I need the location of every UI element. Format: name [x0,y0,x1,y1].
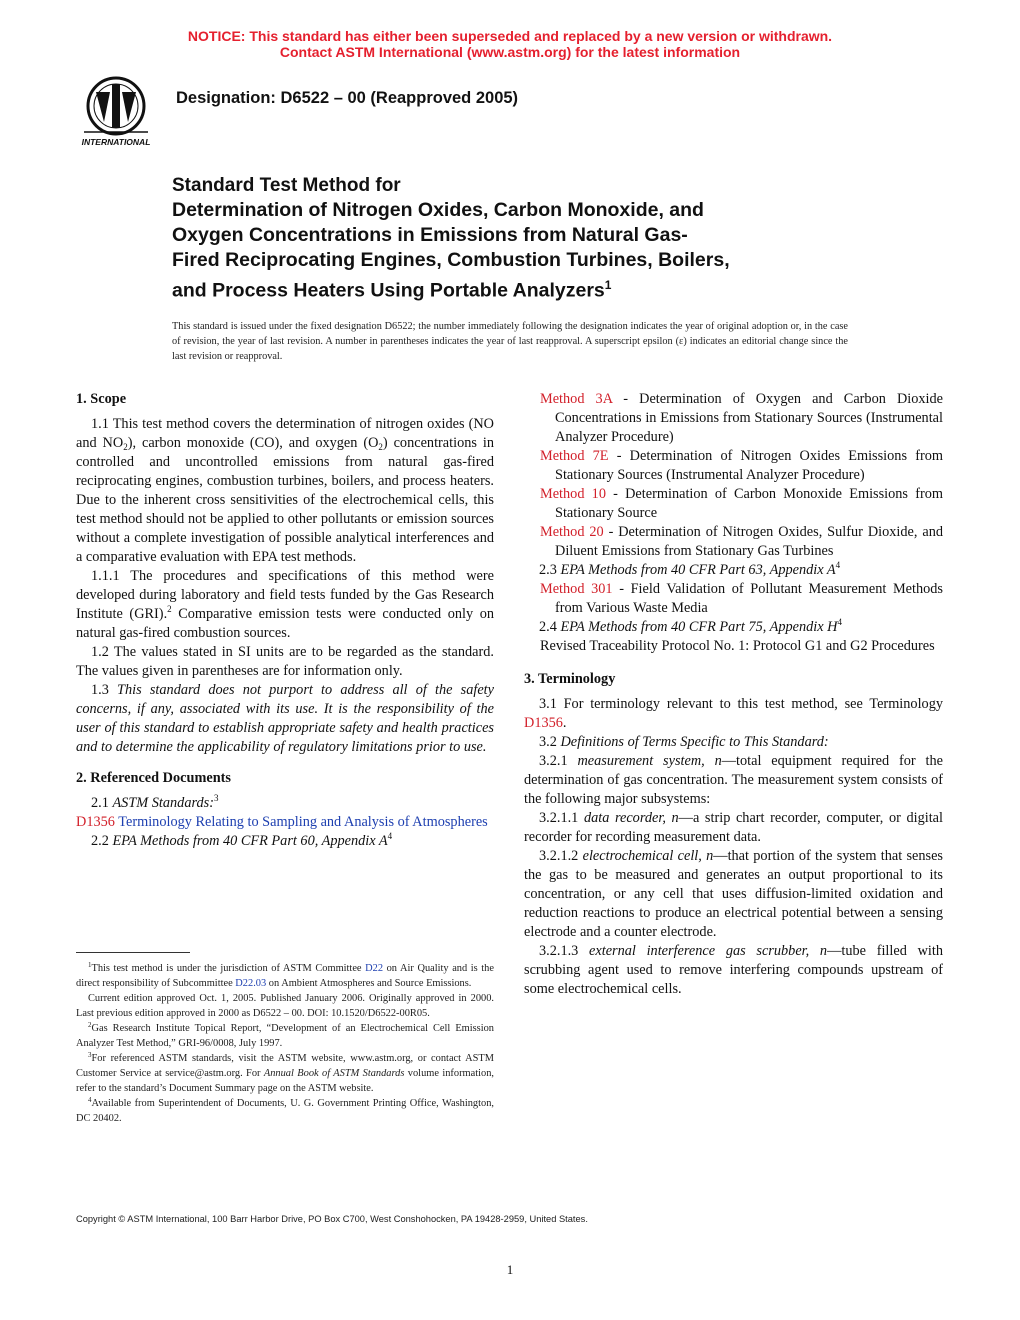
issued-note: This standard is issued under the fixed designation D6522; the number immediately following the designation indicates the year of original adoption or, in the case of revision, the year of last revision. A number in parentheses indicates the year of last reapproval. A superscript epsilon (ε) indicates an editorial change since the last revision or reapproval. [172,321,848,362]
copyright-line: Copyright © ASTM International, 100 Barr Harbor Drive, PO Box C700, West Conshohocken, PA 19428-2959, United States. [76,1214,588,1224]
refdocs-heading: 2. Referenced Documents [76,770,231,786]
para-2-3: 2.3 EPA Methods from 40 CFR Part 63, Appendix $A^4$ [539,560,841,578]
scope-heading: 1. Scope [76,391,127,407]
para-3-2-1: 3.2.1 measurement system, n—total equipment required for the determination of gas concentration. The measurement system consists of the following major subsystems: [524,753,943,807]
para-3-2: 3.2 Definitions of Terms Specific to This Standard: [539,734,829,750]
footnote-4: $^4$Available from Superintendent of Documents, U. G. Government Printing Office, Washington, DC 20402. [76,1096,494,1124]
astm-logo-icon [70,70,162,150]
terminology-heading: 3. Terminology [524,671,616,687]
document-title [172,174,892,304]
para-1-3: 1.3 This standard does not purport to address all of the safety concerns, if any, associated with its use. It is the responsibility of the user of this standard to establish appropriate safety and health practices and to determine the applicability of regulatory limitations prior to use. [76,682,494,755]
para-3-1: 3.1 For terminology relevant to this test method, see Terminology D1356. [524,696,943,731]
notice-line-2: Contact ASTM International (www.astm.org) for the latest information [279,44,741,60]
link-method-301[interactable]: Method 301 [540,581,613,597]
footnote-3: $^3$For referenced ASTM standards, visit the ASTM website, www.astm.org, or contact ASTM Customer Service at service@astm.org. For Annual Book of ASTM Standards volume information, refer to the standard’s Document Summary page on the ASTM website. [76,1051,494,1094]
title-line-3: Oxygen Concentrations in Emissions from Natural Gas- [172,224,688,246]
para-2-1: 2.1 ASTM Standards:$^3$ [91,793,219,811]
footnote-1: $^1$This test method is under the jurisdiction of ASTM Committee D22 on Air Quality and is the direct responsibility of Subcommittee D22.03 on Ambient Atmospheres and Source Emissions. [76,961,494,989]
footnote-1-current-edition: Current edition approved Oct. 1, 2005. Published January 2006. Originally approved in 2000. Last previous edition approved in 2000 as D6522 – 00. DOI: 10.1520/D6522-00R05. [76,993,494,1019]
logo-subtext: INTERNATIONAL [81,137,151,147]
designation: Designation: D6522 – 00 (Reapproved 2005) [176,89,519,107]
footnote-rule [76,952,190,953]
ref-method-20: Method 20 - Determination of Nitrogen Oxides, Sulfur Dioxide, and Diluent Emissions from Stationary Gas Turbines [540,524,943,559]
ref-revised-protocol: Revised Traceability Protocol No. 1: Protocol G1 and G2 Procedures [540,638,935,654]
astm-logo [70,70,162,150]
para-3-2-1-3: 3.2.1.3 external interference gas scrubber, n—tube filled with scrubbing agent used to remove interfering compounds upstream of some electrochemical cells. [524,943,943,997]
link-method-20[interactable]: Method 20 [540,524,604,540]
ref-method-10: Method 10 - Determination of Carbon Monoxide Emissions from Stationary Source [540,486,943,521]
title-line-5: and Process Heaters Using Portable Analyzers [172,279,605,302]
page-number: 1 [506,1262,514,1277]
link-method-3a[interactable]: Method 3A [540,391,613,407]
notice-banner [0,28,1020,60]
para-1-2: 1.2 The values stated in SI units are to be regarded as the standard. The values given in parentheses are for information only. [76,644,494,679]
left-column [76,390,494,851]
link-d1356-terminology[interactable]: D1356 [524,715,563,731]
link-d22[interactable]: D22 [365,963,384,974]
para-2-4: 2.4 EPA Methods from 40 CFR Part 75, Appendix $H^4$ [539,617,843,635]
para-1-1: 1.1 This test method covers the determination of nitrogen oxides (NO and $NO_2$), carbon monoxide (CO), and oxygen $(O_2)$ concentrations in controlled and uncontrolled emissions from natural gas-fired reciprocating engines, combustion turbines, boilers, and process heaters. Due to the inherent cross sensitivities of the electrochemical cells, this test method should not be applied to other pollutants or emission sources without a complete investigation of possible analytical interferences and a comparative evaluation with EPA test methods. [76,416,494,565]
para-3-2-1-1: 3.2.1.1 data recorder, n—a strip chart recorder, computer, or digital recorder for recording measurement data. [524,810,943,845]
ref-method-7e: Method 7E - Determination of Nitrogen Oxides Emissions from Stationary Sources (Instrumental Analyzer Procedure) [540,448,943,483]
title-footnote-mark: 1 [604,278,612,292]
title-line-1: Standard Test Method for [172,175,401,196]
footnote-2: $^2$Gas Research Institute Topical Report, “Development of an Electrochemical Cell Emission Analyzer Test Method,” GRI-96/0008, July 1997. [76,1021,494,1049]
link-d22-03[interactable]: D22.03 [235,978,267,989]
title-line-4: Fired Reciprocating Engines, Combustion Turbines, Boilers, [172,249,730,271]
link-d1356-title[interactable]: Terminology Relating to Sampling and Analysis of Atmospheres [118,814,488,830]
para-2-2: 2.2 EPA Methods from 40 CFR Part 60, Appendix $A^4$ [91,831,393,849]
notice-line-1: NOTICE: This standard has either been superseded and replaced by a new version or withdrawn. [187,28,833,44]
link-d1356[interactable]: D1356 [76,814,115,830]
footnotes [76,961,494,1126]
para-3-2-1-2: 3.2.1.2 electrochemical cell, n—that portion of the system that senses the gas to be measured and generates an output proportional to its concentration, or any cell that uses diffusion-limited oxidation and reduction reactions to produce an electrical potential between a sensing electrode and a counter electrode. [524,848,943,940]
link-method-10[interactable]: Method 10 [540,486,606,502]
ref-method-301: Method 301 - Field Validation of Pollutant Measurement Methods from Various Waste Media [540,581,943,616]
right-column [524,390,943,999]
title-line-2: Determination of Nitrogen Oxides, Carbon Monoxide, and [172,199,704,221]
link-method-7e[interactable]: Method 7E [540,448,609,464]
para-1-1-1: 1.1.1 The procedures and specifications of this method were developed during laboratory and field tests funded by the Gas Research Institute (GRI).$^2$ Comparative emission tests were conducted only on natural gas-fired combustion sources. [76,568,495,641]
ref-method-3a: Method 3A - Determination of Oxygen and Carbon Dioxide Concentrations in Emissions from Stationary Sources (Instrumental Analyzer Procedure) [540,391,944,445]
ref-d1356 [76,813,494,832]
